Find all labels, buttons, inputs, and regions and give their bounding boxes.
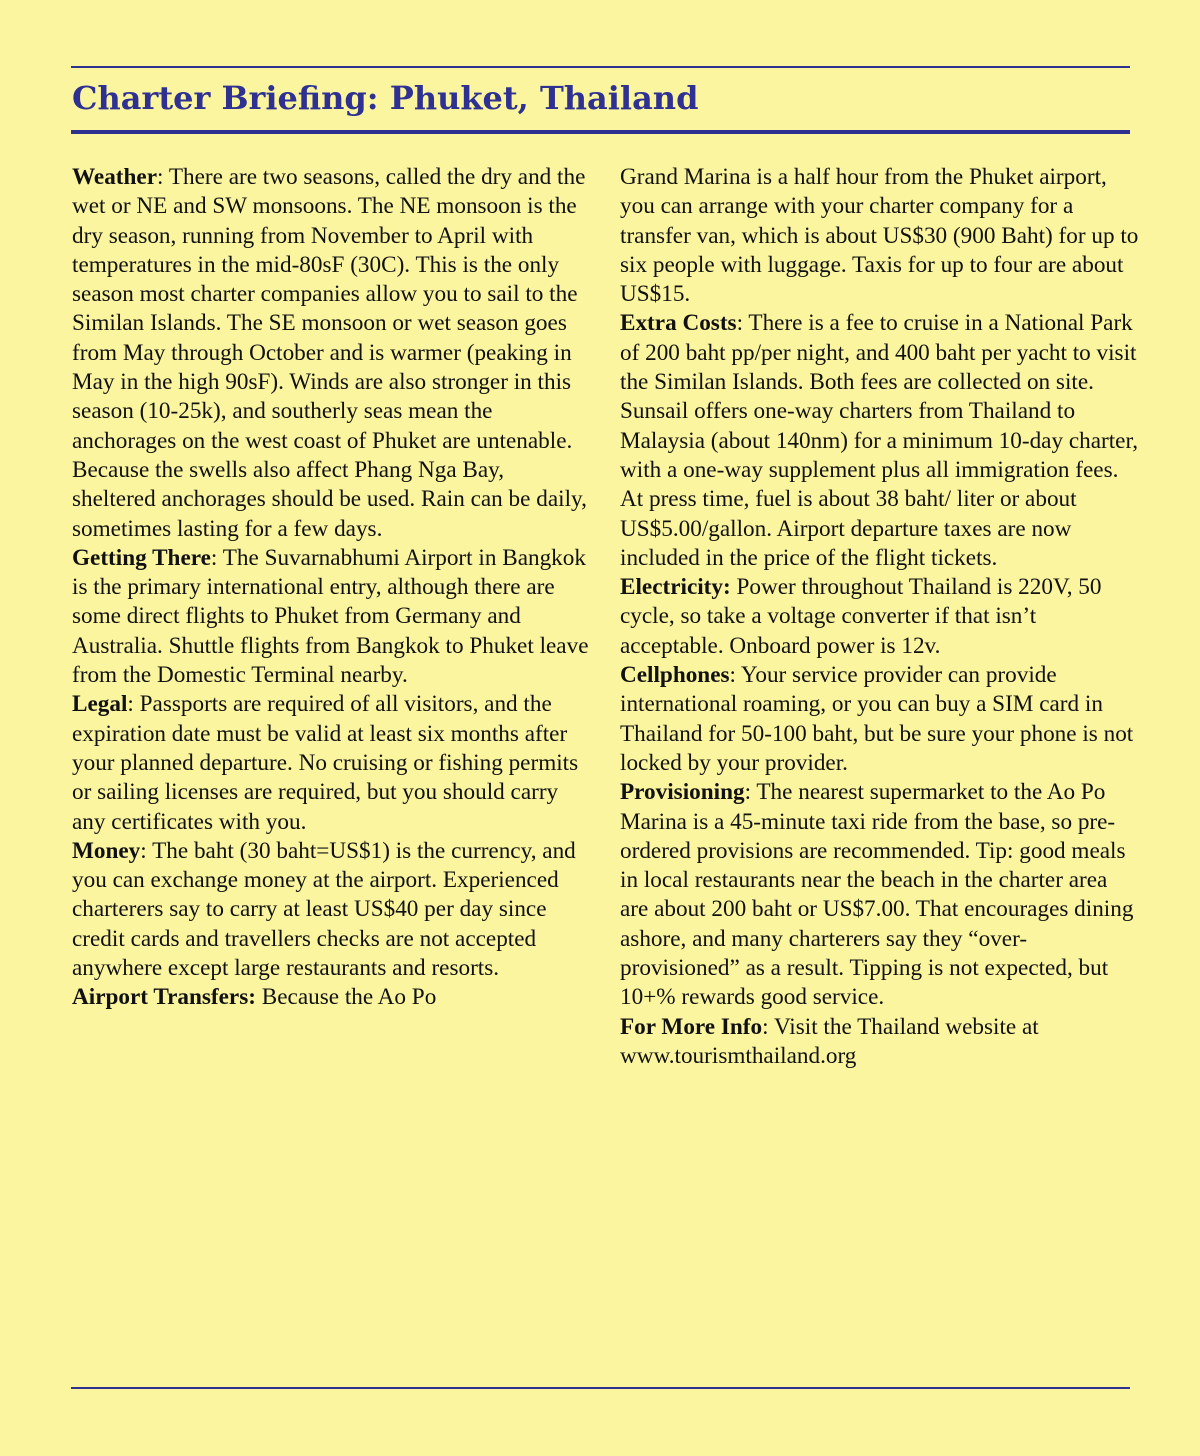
more-info-sep: :: [762, 1013, 774, 1040]
cellphones-body: Your service provider can provide international roaming, or you can buy a SIM card in Thailand for 50-100 baht, but be sure your phone is not locked by your provider.: [620, 662, 1134, 776]
weather-heading: Weather: [72, 164, 157, 190]
section-airport-transfers: [72, 983, 592, 1012]
extra-costs-sep: :: [736, 310, 749, 337]
legal-heading: Legal: [72, 691, 128, 718]
section-legal: [72, 690, 592, 836]
extra-costs-heading: Extra Costs: [620, 310, 737, 337]
section-airport-transfers-continued: [620, 163, 1140, 309]
airport-transfers-body-end: Grand Marina is a half hour from the Phuket airport, you can arrange with your charter company for a transfer van, which is about US$30 (900 Baht) for up to six people with luggage. Taxis for up to four are about US$15.: [620, 164, 1139, 308]
section-extra-costs: [620, 309, 1140, 573]
getting-there-body: The Suvarnabhumi Airport in Bangkok is the primary international entry, although there are some direct flights to Phuket from Germany and Australia. Shuttle flights from Bangkok to Phuket leave from the Domestic Terminal nearby.: [72, 544, 589, 689]
cellphones-heading: Cellphones: [620, 662, 730, 689]
cellphones-sep: :: [729, 662, 741, 689]
weather-body: There are two seasons, called the dry and the wet or NE and SW monsoons. The NE monsoon is the dry season, running from November to April with temperatures in the mid-80sF (30C). This is the only season most charter companies allow you to sail to the Similan Islands. The SE monsoon or wet season goes from May through October and is warmer (peaking in May in the high 90sF). Winds are also stronger in this season (10-25k), and southerly seas mean the anchorages on the west coast of Phuket are untenable. Because the swells also affect Phang Nga Bay, sheltered anchorages should be used. Rain can be daily, sometimes lasting for a few days.: [72, 164, 587, 542]
section-weather: [72, 163, 592, 544]
right-column: [620, 163, 1140, 1071]
weather-sep: :: [157, 164, 169, 190]
airport-transfers-heading: Airport Transfers:: [72, 984, 256, 1011]
section-cellphones: [620, 661, 1140, 778]
electricity-body: Power throughout Thailand is 220V, 50 cycle, so take a voltage converter if that isn’t acceptable. Onboard power is 12v.: [620, 574, 1102, 659]
section-getting-there: [72, 544, 592, 690]
more-info-body: Visit the Thailand website at www.tourismthailand.org: [620, 1013, 1039, 1069]
electricity-heading: Electricity:: [620, 574, 731, 601]
provisioning-sep: :: [744, 779, 757, 806]
legal-body: Passports are required of all visitors, and the expiration date must be valid at least six months after your planned departure. No cruising or fishing permits or sailing licenses are required, but you should carry any certificates with you.: [72, 691, 579, 835]
provisioning-heading: Provisioning: [620, 779, 745, 806]
money-sep: :: [140, 837, 153, 864]
bottom-rule: [71, 1387, 1130, 1389]
airport-transfers-body-start: Because the Ao Po: [261, 984, 437, 1011]
section-electricity: [620, 573, 1140, 661]
page-title: Charter Briefing: Phuket, Thailand: [72, 79, 699, 117]
top-rule: [71, 66, 1130, 68]
legal-sep: :: [127, 691, 140, 718]
getting-there-sep: :: [210, 544, 223, 571]
section-money: [72, 837, 592, 983]
extra-costs-body: There is a fee to cruise in a National Park of 200 baht pp/per night, and 400 baht per yacht to visit the Similan Islands. Both fees are collected on site. Sunsail offers one-way charters from Thailand to Malaysia (about 140nm) for a minimum 10-day charter, with a one-way supplement plus all immigration fees. At press time, fuel is about 38 baht/ liter or about US$5.00/gallon. Airport departure taxes are now included in the price of the flight tickets.: [620, 310, 1139, 571]
money-body: The baht (30 baht=US$1) is the currency, and you can exchange money at the airport. Experienced charterers say to carry at least US$40 per day since credit cards and travellers checks are not accepted anywhere except large restaurants and resorts.: [72, 837, 576, 982]
title-underline: [71, 130, 1130, 134]
more-info-heading: For More Info: [620, 1013, 763, 1040]
section-more-info: [620, 1013, 1140, 1072]
getting-there-heading: Getting There: [72, 544, 211, 571]
money-heading: Money: [72, 837, 141, 864]
left-column: [72, 163, 592, 1013]
section-provisioning: [620, 778, 1140, 1012]
provisioning-body: The nearest supermarket to the Ao Po Marina is a 45-minute taxi ride from the base, so pre-ordered provisions are recommended. Tip: good meals in local restaurants near the beach in the charter area are about 200 baht or US$7.00. That encourages dining ashore, and many charterers say they “over-provisioned” as a result. Tipping is not expected, but 10+% rewards good service.: [620, 779, 1134, 1011]
